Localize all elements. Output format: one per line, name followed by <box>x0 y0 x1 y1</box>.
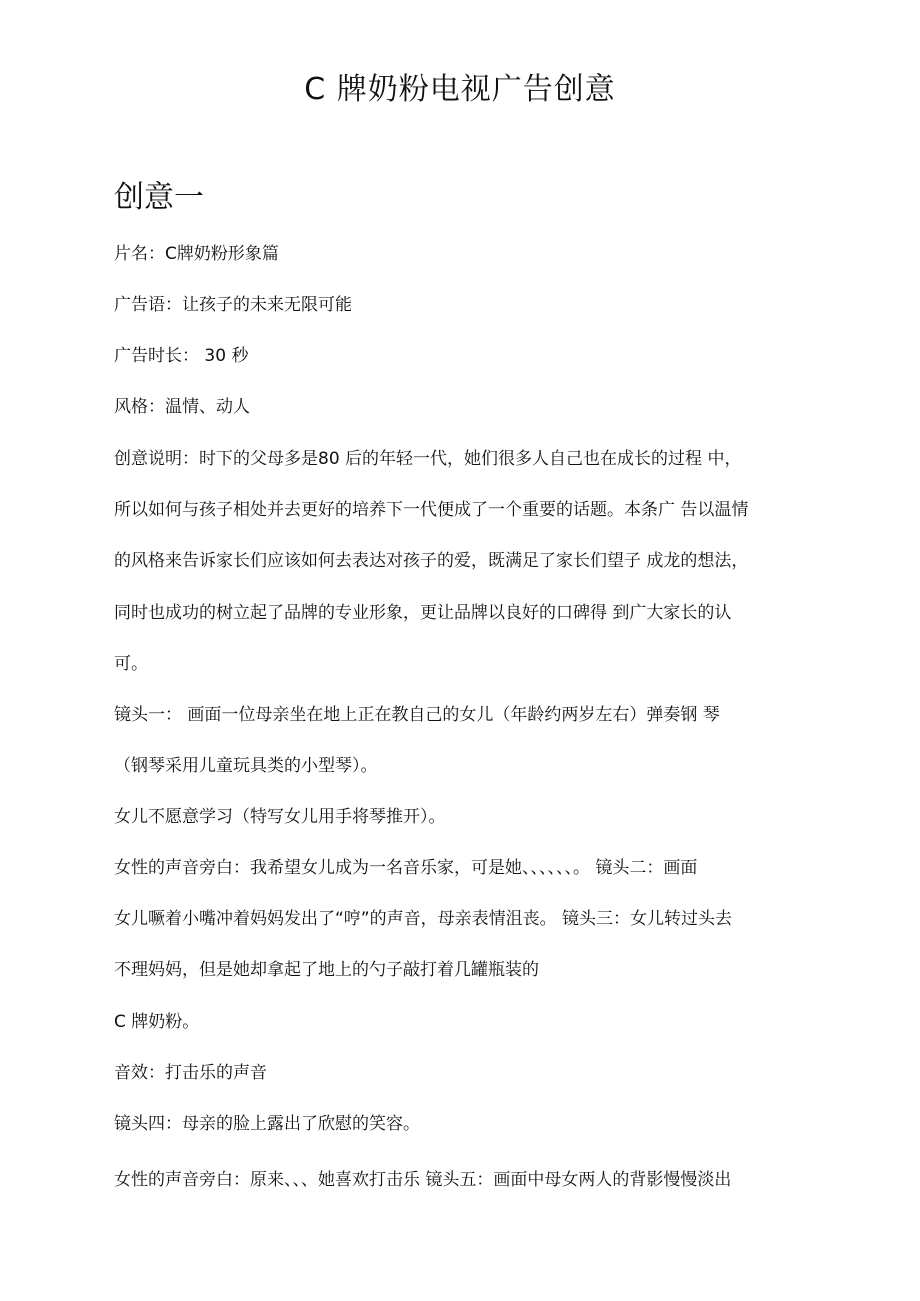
sound-effect-line: 音效：打击乐的声音 <box>114 1063 267 1083</box>
description-line: 的风格来告诉家长们应该如何去表达对孩子的爱，既满足了家长们望子 成龙的想法， <box>114 551 749 571</box>
film-name-line: 片名：C牌奶粉形象篇 <box>114 244 279 264</box>
shot-line: 女性的声音旁白：我希望女儿成为一名音乐家，可是她、、、、、、。 镜头二：画面 <box>114 858 698 878</box>
description-line: 可。 <box>114 654 148 674</box>
shot-line: 镜头四：母亲的脸上露出了欣慰的笑容。 <box>114 1114 420 1134</box>
shot-line: 不理妈妈，但是她却拿起了地上的勺子敲打着几罐瓶装的 <box>114 960 539 980</box>
shot-line: 女儿噘着小嘴冲着妈妈发出了“哼”的声音，母亲表情沮丧。 镜头三：女儿转过头去 <box>114 909 733 929</box>
document-title: C 牌奶粉电视广告创意 <box>304 72 616 107</box>
shot-line: 镜头一： 画面一位母亲坐在地上正在教自己的女儿（年龄约两岁左右）弹奏钢 琴 <box>114 705 720 725</box>
shot-line: C 牌奶粉。 <box>114 1012 200 1032</box>
description-line: 创意说明：时下的父母多是80 后的年轻一代，她们很多人自己也在成长的过程 中， <box>114 449 742 469</box>
section-heading: 创意一 <box>114 180 204 215</box>
shot-line: （钢琴采用儿童玩具类的小型琴）。 <box>114 756 378 776</box>
duration-line: 广告时长： 30 秒 <box>114 346 249 366</box>
description-line: 所以如何与孩子相处并去更好的培养下一代便成了一个重要的话题。本条广 告以温情 <box>114 500 749 520</box>
slogan-line: 广告语：让孩子的未来无限可能 <box>114 295 352 315</box>
shot-line: 女性的声音旁白：原来、、、她喜欢打击乐 镜头五：画面中母女两人的背影慢慢淡出 <box>114 1170 732 1190</box>
shot-line: 女儿不愿意学习（特写女儿用手将琴推开）。 <box>114 807 446 827</box>
description-line: 同时也成功的树立起了品牌的专业形象，更让品牌以良好的口碑得 到广大家长的认 <box>114 603 732 623</box>
style-line: 风格：温情、动人 <box>114 397 250 417</box>
